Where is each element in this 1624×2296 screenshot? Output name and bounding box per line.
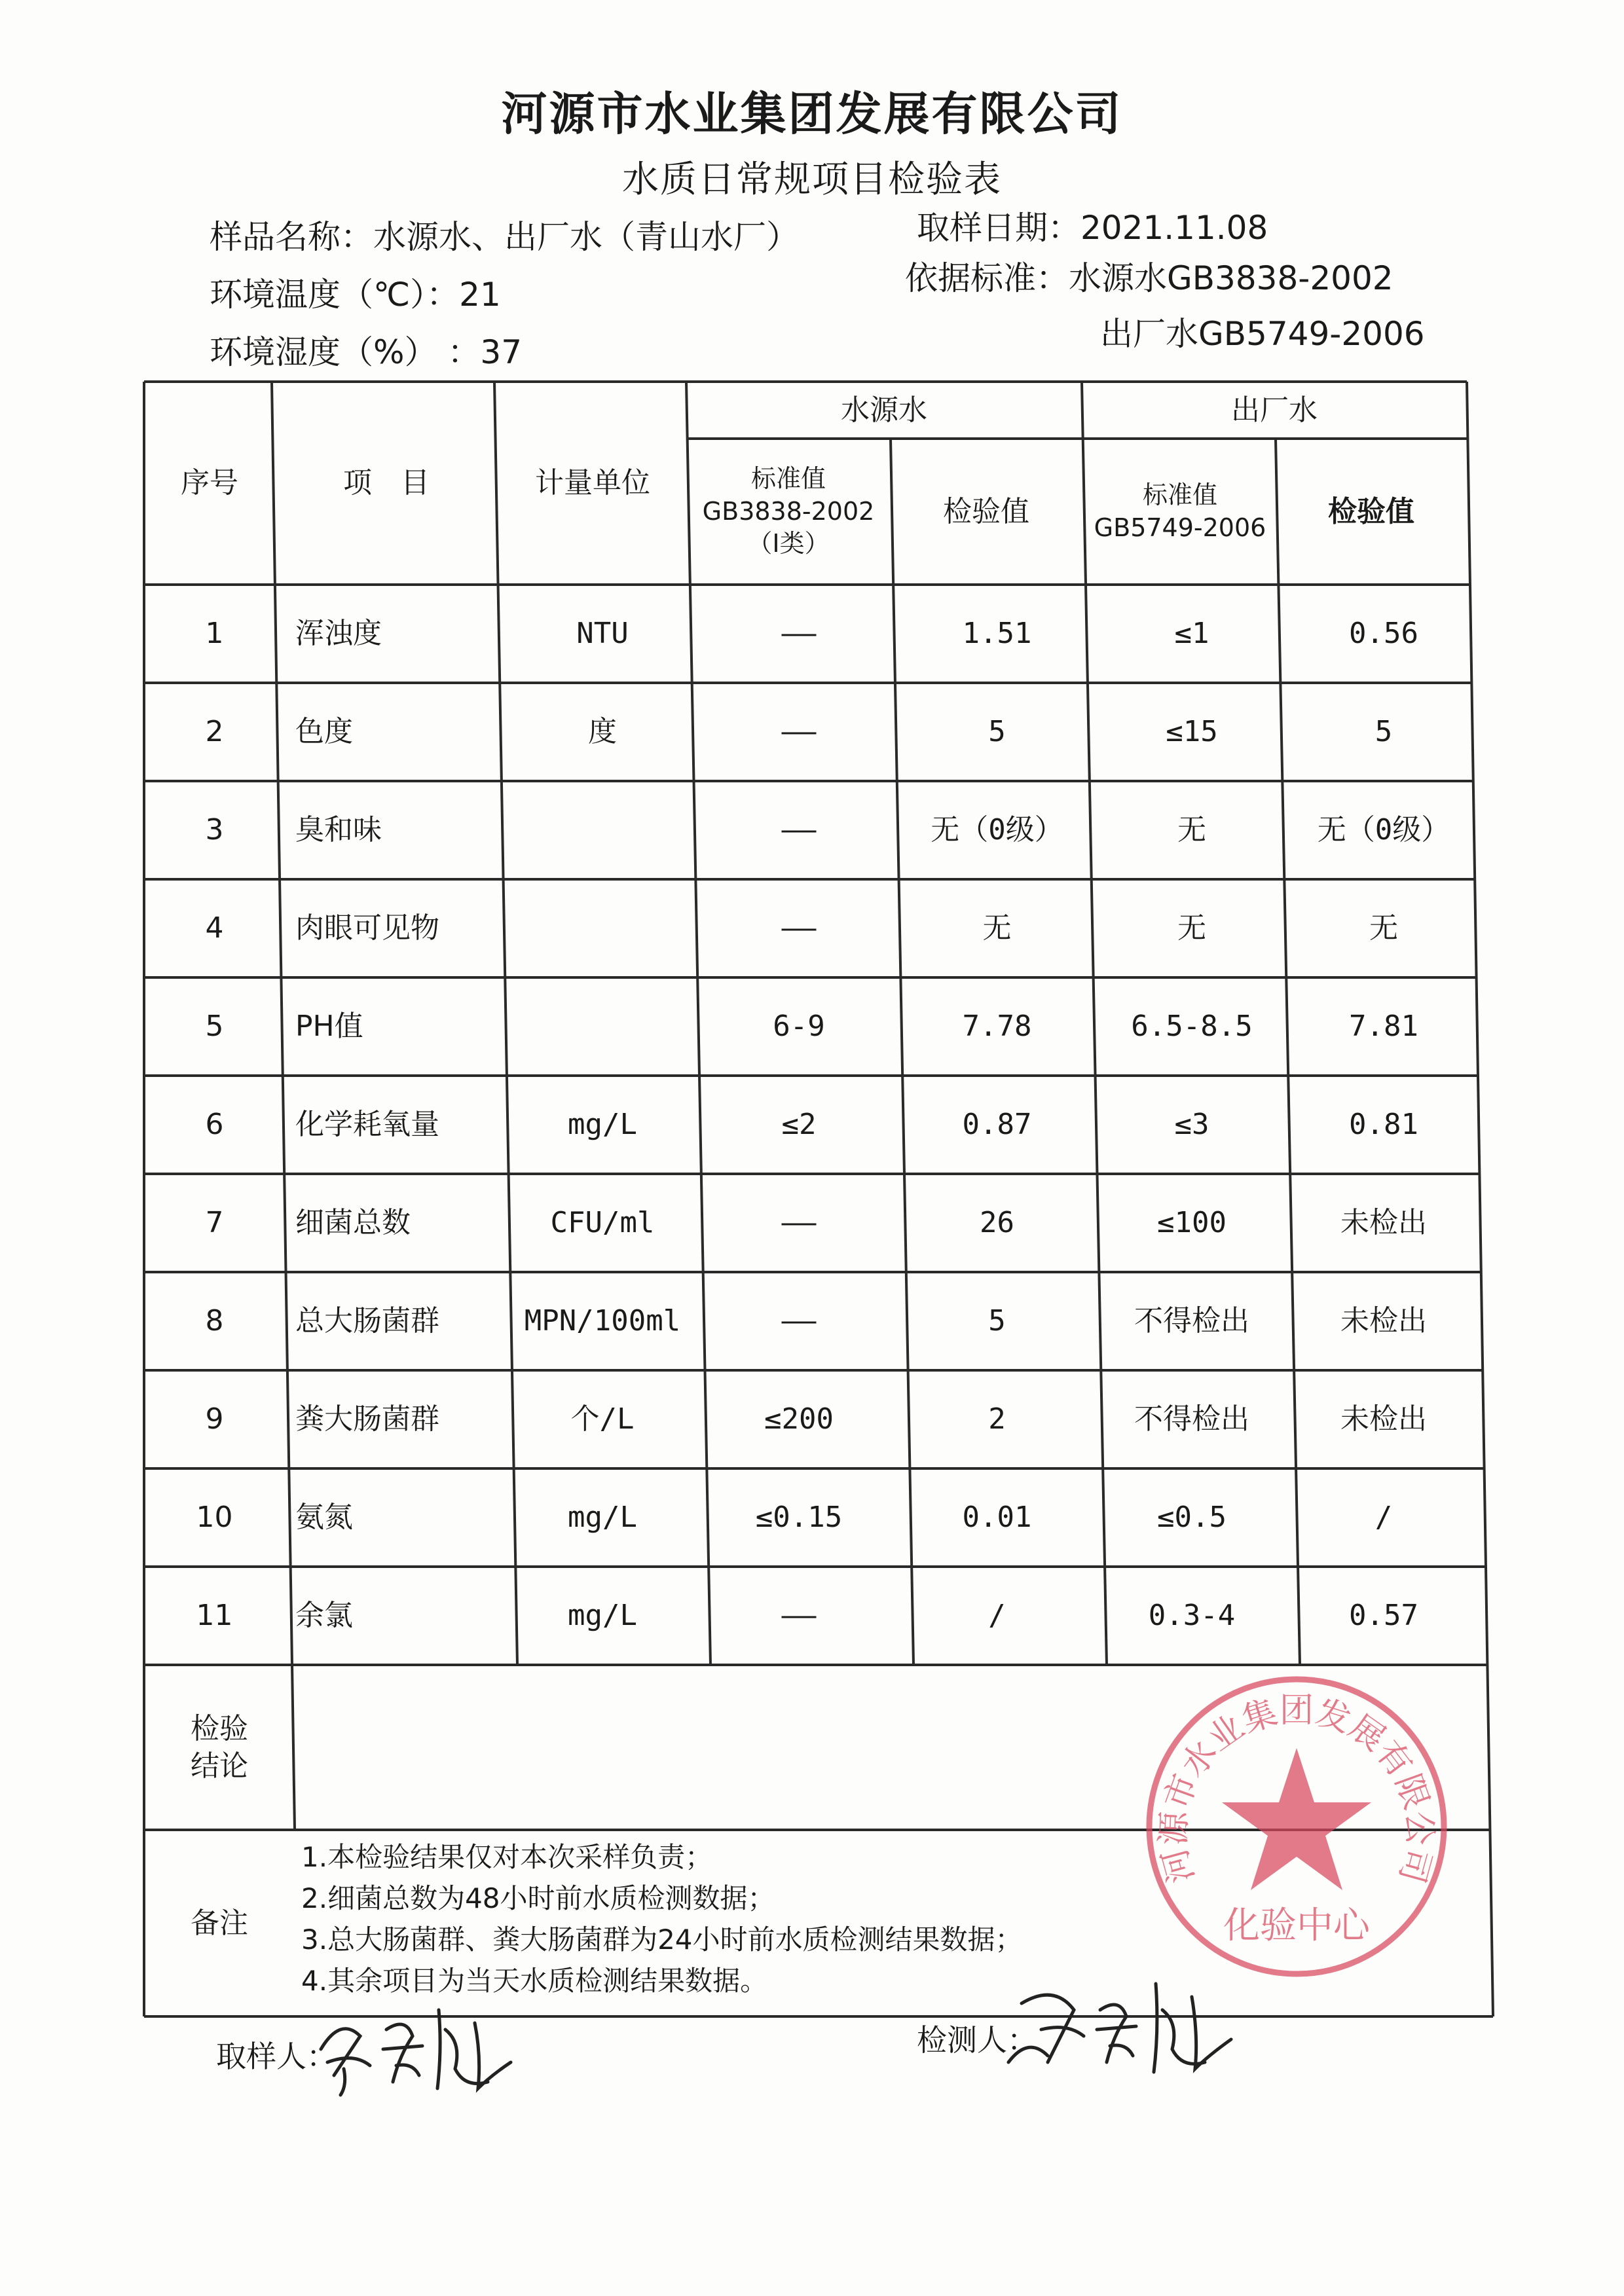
row-1-unit: NTU [576, 617, 629, 651]
row-11-val-src: / [988, 1599, 1006, 1633]
row-11-std-out: 0.3-4 [1148, 1599, 1236, 1633]
row-4-unit [507, 879, 697, 977]
row-5-val-out: 7.81 [1349, 1010, 1418, 1044]
row-3-item: 臭和味 [295, 813, 382, 847]
row-8-val-out: 未检出 [1340, 1304, 1427, 1338]
row-8-std-out: 不得检出 [1134, 1304, 1249, 1338]
row-3-unit [507, 781, 697, 879]
row-7-unit: CFU/ml [550, 1206, 655, 1240]
humidity: 环境湿度（%） ：37 [210, 333, 523, 371]
row-5-val-src: 7.78 [962, 1010, 1032, 1044]
header-standard-source-line3: （Ⅰ类） [747, 529, 830, 558]
row-6-std-src: ≤2 [781, 1108, 817, 1142]
row-2-std-out: ≤15 [1166, 715, 1218, 749]
row-6-item: 化学耗氧量 [295, 1108, 439, 1142]
temperature: 环境温度（℃）：21 [210, 276, 501, 314]
row-8-item: 总大肠菌群 [295, 1304, 439, 1338]
row-7-std-src: —— [781, 1206, 817, 1240]
row-9-std-out: 不得检出 [1134, 1402, 1249, 1436]
row-1-std-src: —— [781, 617, 817, 651]
row-1-val-src: 1.51 [962, 617, 1032, 651]
company-name: 河源市水业集团发展有限公司 [501, 87, 1123, 141]
row-4-std-out: 无 [1177, 911, 1206, 945]
row-9-unit: 个/L [570, 1402, 635, 1436]
conclusion-label [144, 1665, 295, 1830]
row-8-unit: MPN/100ml [524, 1304, 681, 1338]
sample-name: 样品名称：水源水、出厂水（青山水厂） [210, 218, 799, 256]
row-4-no: 4 [205, 911, 224, 945]
row-10-std-out: ≤0.5 [1157, 1501, 1227, 1535]
header-item: 项 目 [343, 466, 430, 500]
row-8-val-src: 5 [988, 1304, 1006, 1338]
row-5-no: 5 [205, 1010, 224, 1044]
row-10-no: 10 [196, 1501, 233, 1535]
conclusion-label-line1: 检验 [191, 1711, 248, 1745]
row-10-item: 氨氮 [295, 1501, 353, 1535]
row-8-no: 8 [205, 1304, 224, 1338]
company-seal [1133, 1663, 1460, 1990]
header-unit: 计量单位 [535, 466, 650, 500]
row-3-std-src: —— [781, 813, 817, 847]
row-3-std-out: 无 [1177, 813, 1206, 847]
row-7-val-out: 未检出 [1340, 1206, 1427, 1240]
row-7-std-out: ≤100 [1157, 1206, 1227, 1240]
row-3-val-src: 无（0级） [931, 813, 1063, 847]
row-5-std-src: 6-9 [773, 1010, 825, 1044]
row-9-val-out: 未检出 [1340, 1402, 1427, 1436]
row-2-std-src: —— [781, 715, 817, 749]
row-10-std-src: ≤0.15 [755, 1501, 843, 1535]
standard-basis: 依据标准：水源水GB3838-2002 [905, 259, 1393, 297]
row-2-val-src: 5 [988, 715, 1006, 749]
header-test-outlet: 检验值 [1328, 494, 1414, 528]
row-4-val-out: 无 [1369, 911, 1398, 945]
row-5-item: PH值 [295, 1010, 363, 1044]
row-2-no: 2 [205, 715, 224, 749]
header-standard-outlet-line2: GB5749-2006 [1094, 513, 1266, 542]
row-9-val-src: 2 [988, 1402, 1006, 1436]
row-4-val-src: 无 [982, 911, 1012, 945]
row-3-no: 3 [205, 813, 224, 847]
note-item: 3.总大肠菌群、粪大肠菌群为24小时前水质检测结果数据； [301, 1923, 1023, 1956]
row-11-val-out: 0.57 [1349, 1599, 1418, 1633]
sampler-label: 取样人： [216, 2039, 337, 2074]
row-9-item: 粪大肠菌群 [295, 1402, 439, 1436]
header-seq: 序号 [181, 466, 238, 500]
row-9-no: 9 [205, 1402, 224, 1436]
row-6-unit: mg/L [568, 1108, 637, 1142]
row-6-val-out: 0.81 [1349, 1108, 1418, 1142]
note-item: 1.本检验结果仅对本次采样负责； [301, 1841, 713, 1873]
note-item: 2.细菌总数为48小时前水质检测数据； [301, 1882, 775, 1914]
row-10-val-out: / [1375, 1501, 1393, 1535]
conclusion-label-line2: 结论 [191, 1749, 248, 1783]
row-1-no: 1 [205, 617, 224, 651]
row-2-unit: 度 [588, 715, 617, 749]
row-2-item: 色度 [295, 715, 353, 749]
header-standard-outlet [1082, 439, 1278, 585]
row-4-std-src: —— [781, 911, 817, 945]
header-source-water: 水源水 [841, 393, 927, 427]
sampler-signature [308, 1990, 530, 2102]
header-standard-source-line2: GB3838-2002 [702, 496, 875, 526]
header-standard-source [686, 439, 891, 585]
row-4-item: 肉眼可见物 [295, 911, 439, 945]
row-1-val-out: 0.56 [1349, 617, 1418, 651]
note-item: 4.其余项目为当天水质检测结果数据。 [301, 1965, 768, 1997]
row-10-val-src: 0.01 [962, 1501, 1032, 1535]
header-test-source: 检验值 [943, 494, 1029, 528]
standard-basis-outlet: 出厂水GB5749-2006 [1100, 315, 1425, 353]
notes-label: 备注 [191, 1906, 248, 1940]
row-6-no: 6 [205, 1108, 224, 1142]
row-11-item: 余氯 [295, 1599, 353, 1633]
row-6-std-out: ≤3 [1174, 1108, 1209, 1142]
header-standard-outlet-line1: 标准值 [1142, 481, 1217, 510]
row-2-val-out: 5 [1375, 715, 1393, 749]
row-7-no: 7 [205, 1206, 224, 1240]
header-outlet-water: 出厂水 [1231, 393, 1318, 427]
row-5-unit [507, 977, 697, 1076]
row-9-std-src: ≤200 [764, 1402, 834, 1436]
row-10-unit: mg/L [568, 1501, 637, 1535]
row-11-std-src: —— [781, 1599, 817, 1633]
seal-center-text: 化验中心 [1223, 1904, 1370, 1947]
header-standard-source-line1: 标准值 [750, 464, 826, 494]
row-7-item: 细菌总数 [295, 1206, 411, 1240]
row-11-no: 11 [196, 1599, 233, 1633]
row-6-val-src: 0.87 [962, 1108, 1032, 1142]
sample-date: 取样日期：2021.11.08 [917, 209, 1268, 247]
row-1-std-out: ≤1 [1174, 617, 1209, 651]
row-5-std-out: 6.5-8.5 [1131, 1010, 1253, 1044]
row-7-val-src: 26 [980, 1206, 1014, 1240]
row-8-std-src: —— [781, 1304, 817, 1338]
row-3-val-out: 无（0级） [1317, 813, 1450, 847]
tester-label: 检测人： [917, 2022, 1037, 2058]
form-title: 水质日常规项目检验表 [622, 158, 1002, 201]
row-11-unit: mg/L [568, 1599, 637, 1633]
seal-ring-text: 河源市水业集团发展有限公司 [1154, 1691, 1439, 1887]
row-1-item: 浑浊度 [295, 617, 382, 651]
